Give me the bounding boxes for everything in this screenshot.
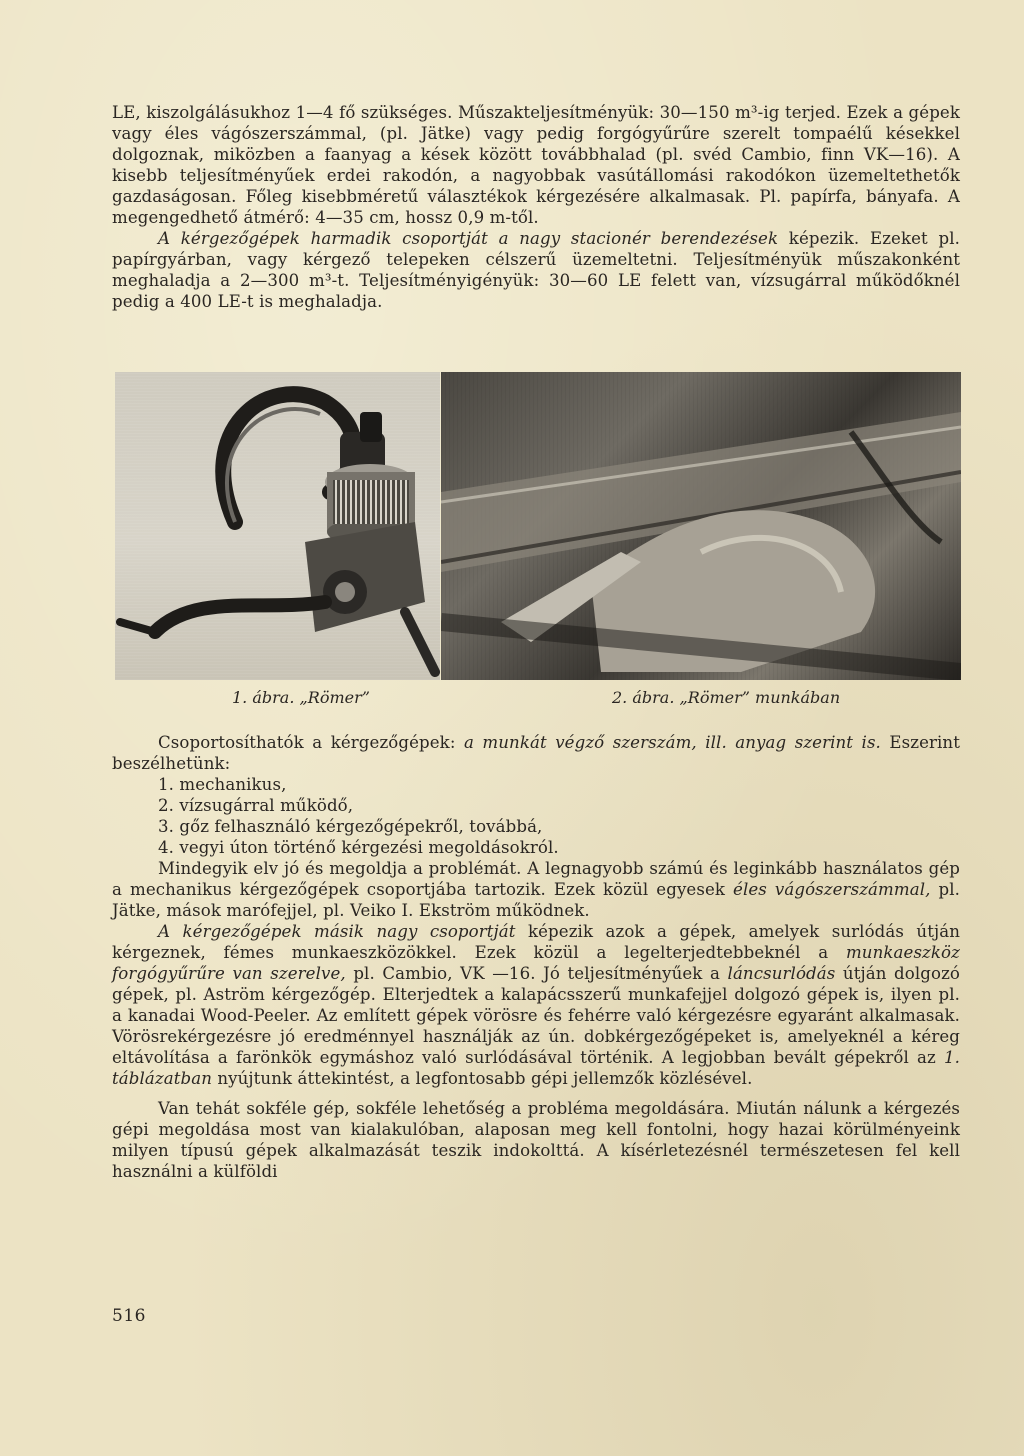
list-item: 2. vízsugárral működő,: [158, 796, 354, 815]
figure-1-photo: [115, 372, 440, 680]
grouping-italic: a munkát végző szerszám, ill. anyag szerint is.: [463, 733, 881, 752]
list-item: 4. vegyi úton történő kérgezési megoldásokról.: [158, 838, 559, 857]
every-italic: éles vágószerszámmal,: [733, 880, 931, 899]
every-start: Mindegyik elv jó és megoldja a problémát. A legnagyobb számú és leginkább használatos gép a mechanikus kérgezőgépek csoportjába tartozik. Ezek közül egyesek: [112, 859, 960, 899]
figure-2-photo: [441, 372, 961, 680]
category-list: [112, 774, 960, 858]
second-group-part-1: képezik azok a gépek, amelyek surlódás útján kérgeznek, fémes munkaeszközökkel. Ezek közül a legelterjedtebbeknél a: [112, 922, 961, 962]
list-item: 3. gőz felhasználó kérgezőgépekről, továbbá,: [158, 817, 543, 836]
paragraph-every-principle: [112, 858, 960, 921]
second-group-italic-4: 1. táblázatban: [112, 1048, 960, 1088]
page-number: 516: [112, 1306, 146, 1326]
paragraph-intro: LE, kiszolgálásukhoz 1—4 fő szükséges. Műszakteljesítményük: 30—150 m³-ig terjed. Ezek a gépek vagy éles vágószerszámmal, (pl. Jätke) vagy pedig forgógyűrűre szerelt tompaélű késekkel dolgoznak, miközben a faanyag a kések között továbbhalad (pl. svéd Cambio, finn VK—16). A kisebb teljesítményűek erdei rakodón, a nagyobbak vasútállomási rakodókon üzemeltethetők gazdaságosan. Főleg kisebbméretű választékok kérgezésére alkalmasak. Pl. papírfa, bányafa. A megengedhető átmérő: 4—35 cm, hossz 0,9 m-től.: [112, 103, 960, 227]
paragraph-second-group: [112, 921, 960, 1089]
figure-2-drawing: [441, 372, 961, 680]
second-group-italic-lead: A kérgezőgépek másik nagy csoportját: [158, 922, 516, 941]
figure-1-caption: 1. ábra. „Römer”: [232, 688, 370, 707]
figure-captions: [112, 688, 960, 710]
bottom-text-block: [112, 732, 960, 1182]
every-end: pl. Jätke, mások marófejjel, pl. Veiko I. Ekström működnek.: [112, 880, 960, 920]
figure-2-caption: 2. ábra. „Römer” munkában: [612, 688, 841, 707]
second-group-italic-2: munkaeszköz forgógyűrűre van szerelve,: [112, 943, 960, 983]
paragraph-third-group: [112, 228, 960, 312]
grouping-start: Csoportosíthatók a kérgezőgépek:: [158, 733, 464, 752]
third-group-rest: képezik. Ezeket pl. papírgyárban, vagy kérgező telepeken célszerű üzemeltetni. Teljesítményük műszakonként meghaladja a 2—300 m³-t. Teljesítményigényük: 30—60 LE felett van, vízsugárral működőknél pedig a 400 LE-t is meghaladja.: [112, 229, 960, 311]
second-group-part-4: nyújtunk áttekintést, a legfontosabb gépi jellemzők közlésével.: [212, 1069, 753, 1088]
paragraph-grouping: [112, 732, 960, 774]
third-group-italic-lead: A kérgezőgépek harmadik csoportját a nagy stacionér berendezések: [158, 229, 779, 248]
paragraph-last: Van tehát sokféle gép, sokféle lehetőség a probléma megoldására. Miután nálunk a kérgezés gépi megoldása most van kialakulóban, alaposan meg kell fontolni, hogy hazai körülményeink milyen típusú gépek alkalmazását teszik indokolttá. A kísérletezésnél természetesen fel kell használni a külföldi: [112, 1099, 960, 1181]
top-text-block: [112, 102, 960, 312]
second-group-part-3: útján dolgozó gépek, pl. Aström kérgezőgép. Elterjedtek a kalapácsszerű munkafejjel dolgozó gépek is, ilyen pl. a kanadai Wood-Peeler. Az említett gépek vörösre és fehérre való kérgezésre egyaránt alkalmasak. Vörösrekérgezésre jó eredménnyel használják az ún. dobkérgezőgépeket is, amelyeknél a kéreg eltávolítása a farönkök egymáshoz való surlódásával történik. A legjobban bevált gépekről az: [112, 964, 961, 1067]
second-group-part-2: pl. Cambio, VK —16. Jó teljesítményűek a: [345, 964, 728, 983]
figure-1-drawing: [115, 372, 440, 680]
figures-row: [115, 372, 961, 682]
second-group-italic-3: láncsurlódás: [727, 964, 836, 983]
grouping-end: Eszerint beszélhetünk:: [112, 733, 960, 773]
list-item: 1. mechanikus,: [158, 775, 287, 794]
